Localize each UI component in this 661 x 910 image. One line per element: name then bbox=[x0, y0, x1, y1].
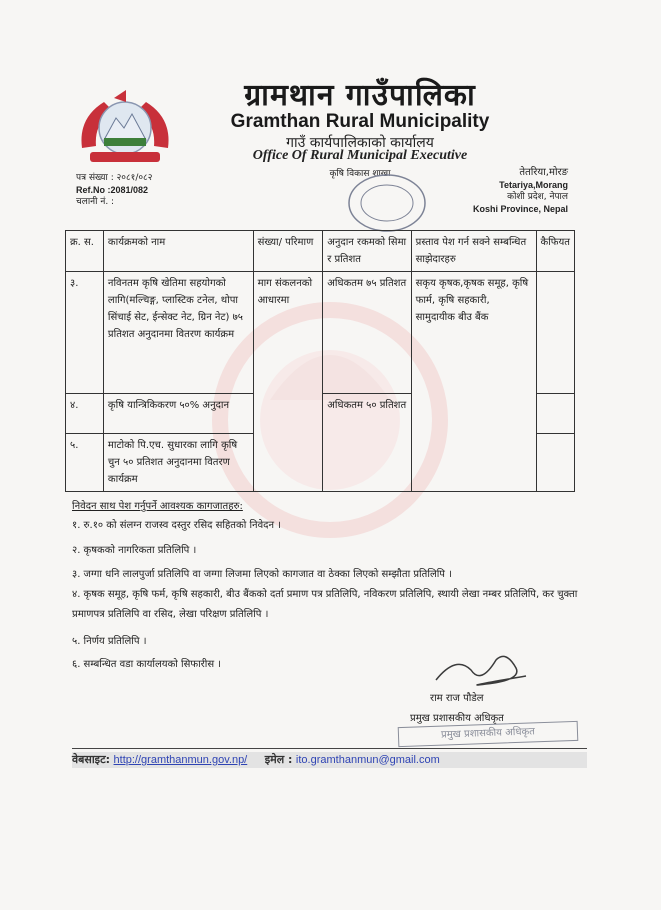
municipality-title-nepali: ग्रामथान गाउँपालिका bbox=[244, 78, 476, 113]
programs-table bbox=[65, 230, 575, 492]
address-block bbox=[460, 167, 568, 215]
section-name: कृषि विकास शाखा bbox=[329, 169, 391, 179]
document-item: ३. जग्गा धनि लालपुर्जा प्रतिलिपि वा जग्गा लिजमा लिएको कागजात वा ठेक्का लिएको सम्झौता प्रतिलिपि । bbox=[72, 569, 452, 580]
office-round-stamp-icon bbox=[332, 168, 442, 238]
location-nepali: तेतरिया,मोरङ bbox=[519, 167, 568, 178]
nepal-emblem-icon bbox=[74, 88, 176, 168]
email-label: इमेल : bbox=[264, 753, 293, 766]
province-nepali: कोशी प्रदेश, नेपाल bbox=[507, 192, 568, 202]
reference-block bbox=[76, 172, 152, 208]
row-remarks bbox=[536, 434, 574, 492]
header-quantity: संख्या/ परिमाण bbox=[253, 231, 323, 272]
email-address[interactable]: ito.gramthanmun@gmail.com bbox=[295, 754, 440, 766]
header-program-name: कार्यक्रमको नाम bbox=[103, 231, 253, 272]
header-sn: क्र. स. bbox=[66, 231, 104, 272]
location-english: Tetariya,Morang bbox=[499, 180, 568, 190]
header-remarks: कैफियत bbox=[536, 231, 574, 272]
row-partners: सकृय कृषक,कृषक समूह, कृषि फार्म, कृषि सहकारी, सामुदायीक बीउ बैंक bbox=[411, 272, 536, 492]
documents-heading: निवेदन साथ पेश गर्नुपर्ने आवश्यक कागजातहरु: bbox=[72, 501, 243, 512]
table-row bbox=[66, 272, 575, 394]
chalani-number: चलानी नं. : bbox=[76, 197, 115, 207]
row-program-name: नविनतम कृषि खेतिमा सहयोगको लागि(मल्चिङ्ग, प्लास्टिक टनेल, थोपा सिंचाई सेट, ईन्सेक्ट नेट, ग्रिन नेट) ७५ प्रतिशत अनुदानमा वितरण कार्यक्रम bbox=[103, 272, 253, 394]
office-title-nepali: गाउँ कार्यपालिकाको कार्यालय bbox=[286, 135, 434, 151]
signatory-name: राम राज पौडेल bbox=[430, 693, 484, 704]
footer-divider bbox=[72, 748, 587, 749]
municipality-title-english: Gramthan Rural Municipality bbox=[230, 111, 490, 132]
row-sn: ४. bbox=[66, 394, 104, 434]
row-grant-limit: अधिकतम ५० प्रतिशत bbox=[323, 394, 411, 492]
row-program-name: माटोको पि.एच. सुधारका लागि कृषि चुन ५० प्रतिशत अनुदानमा वितरण कार्यक्रम bbox=[103, 434, 253, 492]
document-item: ४. कृषक समूह, कृषि फर्म, कृषि सहकारी, बीउ बैंकको दर्ता प्रमाण पत्र प्रतिलिपि, नविकरण प्रतिलिपि, स्थायी लेखा नम्बर प्रतिलिपि, कर चुक्ता प्रमाणपत्र प्रतिलिपि वा रसिद, लेखा परिक्षण प्रतिलिपि । bbox=[72, 589, 578, 620]
website-link[interactable]: http://gramthanmun.gov.np/ bbox=[113, 754, 248, 766]
footer bbox=[72, 752, 587, 768]
ref-no: Ref.No :2081/082 bbox=[76, 185, 149, 195]
designation-stamp: प्रमुख प्रशासकीय अधिकृत bbox=[398, 721, 579, 747]
row-grant-limit: अधिकतम ७५ प्रतिशत bbox=[323, 272, 411, 394]
row-program-name: कृषि यान्त्रिकिकरण ५०% अनुदान bbox=[103, 394, 253, 434]
row-remarks bbox=[536, 394, 574, 434]
document-item: २. कृषकको नागरिकता प्रतिलिपि । bbox=[72, 545, 197, 556]
header-partners: प्रस्ताव पेश गर्न सक्ने सम्बन्धित साझेदारहरु bbox=[411, 231, 536, 272]
row-remarks bbox=[536, 272, 574, 394]
patra-sankhya: पत्र संख्या : २०८१/०८२ bbox=[76, 173, 153, 183]
document-item: ६. सम्बन्धित वडा कार्यालयको सिफारीस । bbox=[72, 659, 222, 670]
office-title-english: Office Of Rural Municipal Executive bbox=[252, 148, 468, 163]
row-sn: ३. bbox=[66, 272, 104, 394]
document-item: १. रु.१० को संलग्न राजस्व दस्तुर रसिद सहितको निवेदन । bbox=[72, 520, 281, 531]
website-label: वेबसाइट: bbox=[72, 753, 111, 766]
row-quantity: माग संकलनको आधारमा bbox=[253, 272, 323, 492]
row-sn: ५. bbox=[66, 434, 104, 492]
table-header-row bbox=[66, 231, 575, 272]
province-english: Koshi Province, Nepal bbox=[472, 204, 568, 214]
header-grant-limit: अनुदान रकमको सिमा र प्रतिशत bbox=[323, 231, 411, 272]
document-item: ५. निर्णय प्रतिलिपि । bbox=[72, 636, 147, 647]
signatory-title: प्रमुख प्रशासकीय अधिकृत bbox=[410, 713, 504, 724]
